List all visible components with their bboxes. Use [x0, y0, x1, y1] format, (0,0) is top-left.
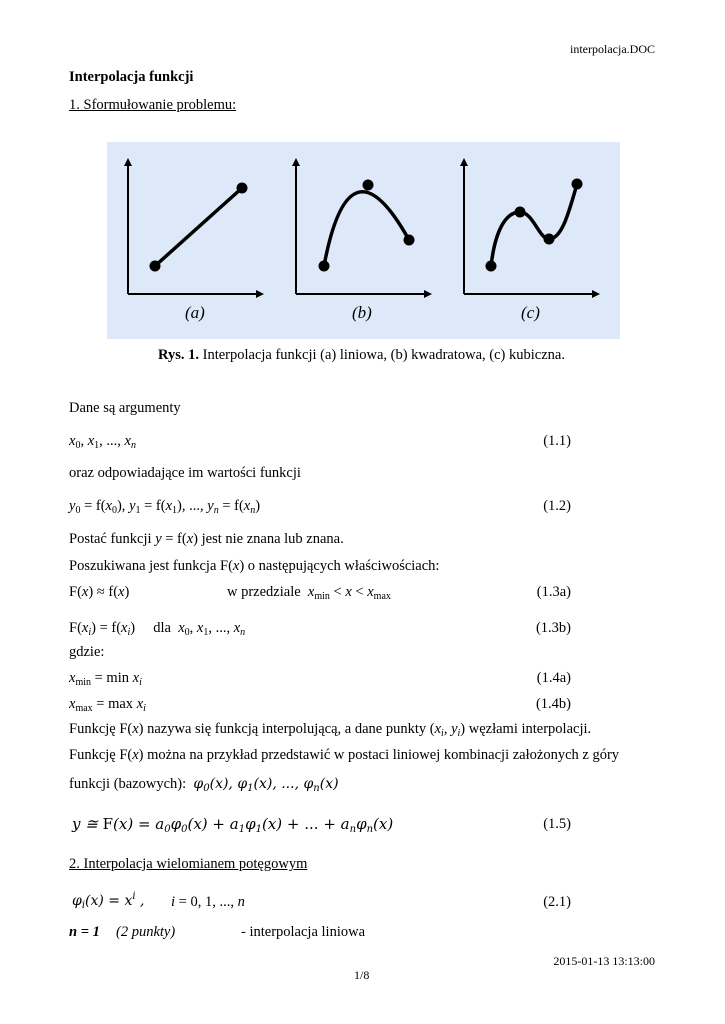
equation-1-4b-number: (1.4b): [535, 696, 571, 712]
panel-c-node-1: [486, 261, 497, 272]
equation-2-1-range: i = 0, 1, ..., n: [171, 894, 245, 910]
equation-1-3a-number: (1.3a): [536, 584, 571, 600]
paragraph-values: oraz odpowiadające im wartości funkcji: [69, 465, 301, 481]
interpolation-figure: [107, 142, 620, 339]
equation-1-2: $y_0 = f(x_0)$, $y_1 = f(x_1)$, ..., $y_n = f(x_n)$: [69, 498, 261, 516]
footer-page-number: 1/8: [354, 968, 370, 982]
paragraph-where: gdzie:: [69, 644, 105, 660]
equation-1-5-number: (1.5): [543, 816, 571, 832]
panel-c-node-4: [572, 179, 583, 190]
panel-c-curve: [491, 184, 577, 266]
panel-a-curve: [155, 188, 242, 266]
panel-c-label: (c): [521, 303, 540, 322]
panel-c-node-2: [515, 207, 526, 218]
figure-caption-number: Rys. 1.: [158, 347, 199, 363]
paragraph-sought: Poszukiwana jest funkcja F(x) o następujących właściwościach:: [69, 558, 440, 574]
panel-b-node-3: [404, 235, 415, 246]
equation-1-3a: F(x) ≈ f(x): [69, 584, 130, 600]
panel-a-label: (a): [185, 303, 205, 322]
equation-1-3b-number: (1.3b): [535, 620, 571, 636]
panel-b-node-2: [363, 180, 374, 191]
equation-1-5: y ≅ $F(x) = a_0\varphi_0(x) + a_1\varphi_1(x)$ + ... + $a_n\varphi_n(x)$: [72, 815, 394, 835]
equation-1-2-number: (1.2): [543, 498, 571, 514]
case-n1-points: (2 punkty): [116, 924, 176, 940]
paragraph-arguments: Dane są argumenty: [69, 400, 181, 416]
paragraph-linear-combination: Funkcję F(x) można na przykład przedstawić w postaci liniowej kombinacji założonych z góry: [69, 747, 620, 763]
panel-b-label: (b): [352, 303, 372, 322]
figure-caption: [158, 347, 565, 364]
equation-1-1: $x_0$, $x_1$, ..., $x_n$: [69, 433, 136, 451]
panel-c-node-3: [544, 234, 555, 245]
equation-2-1-number: (2.1): [543, 894, 571, 910]
panel-a-node-2: [237, 183, 248, 194]
equation-1-1-number: (1.1): [543, 433, 571, 449]
panel-b-node-1: [319, 261, 330, 272]
case-n1-description: - interpolacja liniowa: [241, 924, 366, 940]
section-1-heading: 1. Sformułowanie problemu:: [69, 97, 237, 113]
equation-1-3a-interval: w przedziale $x_{min} < x < x_{max}$: [227, 584, 391, 602]
paragraph-basis-functions: funkcji (bazowych): $\varphi_0(x)$, $\varphi_1(x)$, ..., $\varphi_n(x)$: [69, 776, 339, 794]
equation-1-4a: $x_{min} = \min x_i$: [69, 670, 142, 688]
panel-a-node-1: [150, 261, 161, 272]
equation-1-3b: $F(x_i) = f(x_i)$ dla $x_0$, $x_1$, ..., $x_n$: [69, 620, 246, 638]
paragraph-interpolating-function: Funkcję F(x) nazywa się funkcją interpolującą, a dane punkty ($x_i$, $y_i$) węzłami interpolacji.: [69, 721, 592, 739]
document-title: Interpolacja funkcji: [69, 69, 194, 85]
panel-b: [296, 162, 428, 322]
figure-caption-text: Interpolacja funkcji (a) liniowa, (b) kwadratowa, (c) kubiczna.: [198, 347, 565, 363]
panel-b-curve: [324, 192, 409, 266]
footer-timestamp: 2015-01-13 13:13:00: [553, 954, 655, 968]
section-2-heading: 2. Interpolacja wielomianem potęgowym: [69, 856, 308, 872]
panel-a: [128, 162, 260, 322]
case-n1-label: n = 1: [69, 924, 100, 940]
paragraph-form: Postać funkcji y = f(x) jest nie znana lub znana.: [69, 531, 344, 547]
interpolation-figure-svg: [107, 142, 620, 339]
equation-2-1: $\varphi_i(x) = x^i$ ,: [72, 891, 145, 911]
equation-1-4a-number: (1.4a): [536, 670, 571, 686]
panel-c: [464, 162, 596, 322]
equation-1-4b: $x_{max} = \max x_i$: [69, 696, 146, 714]
header-filename: interpolacja.DOC: [570, 42, 655, 56]
